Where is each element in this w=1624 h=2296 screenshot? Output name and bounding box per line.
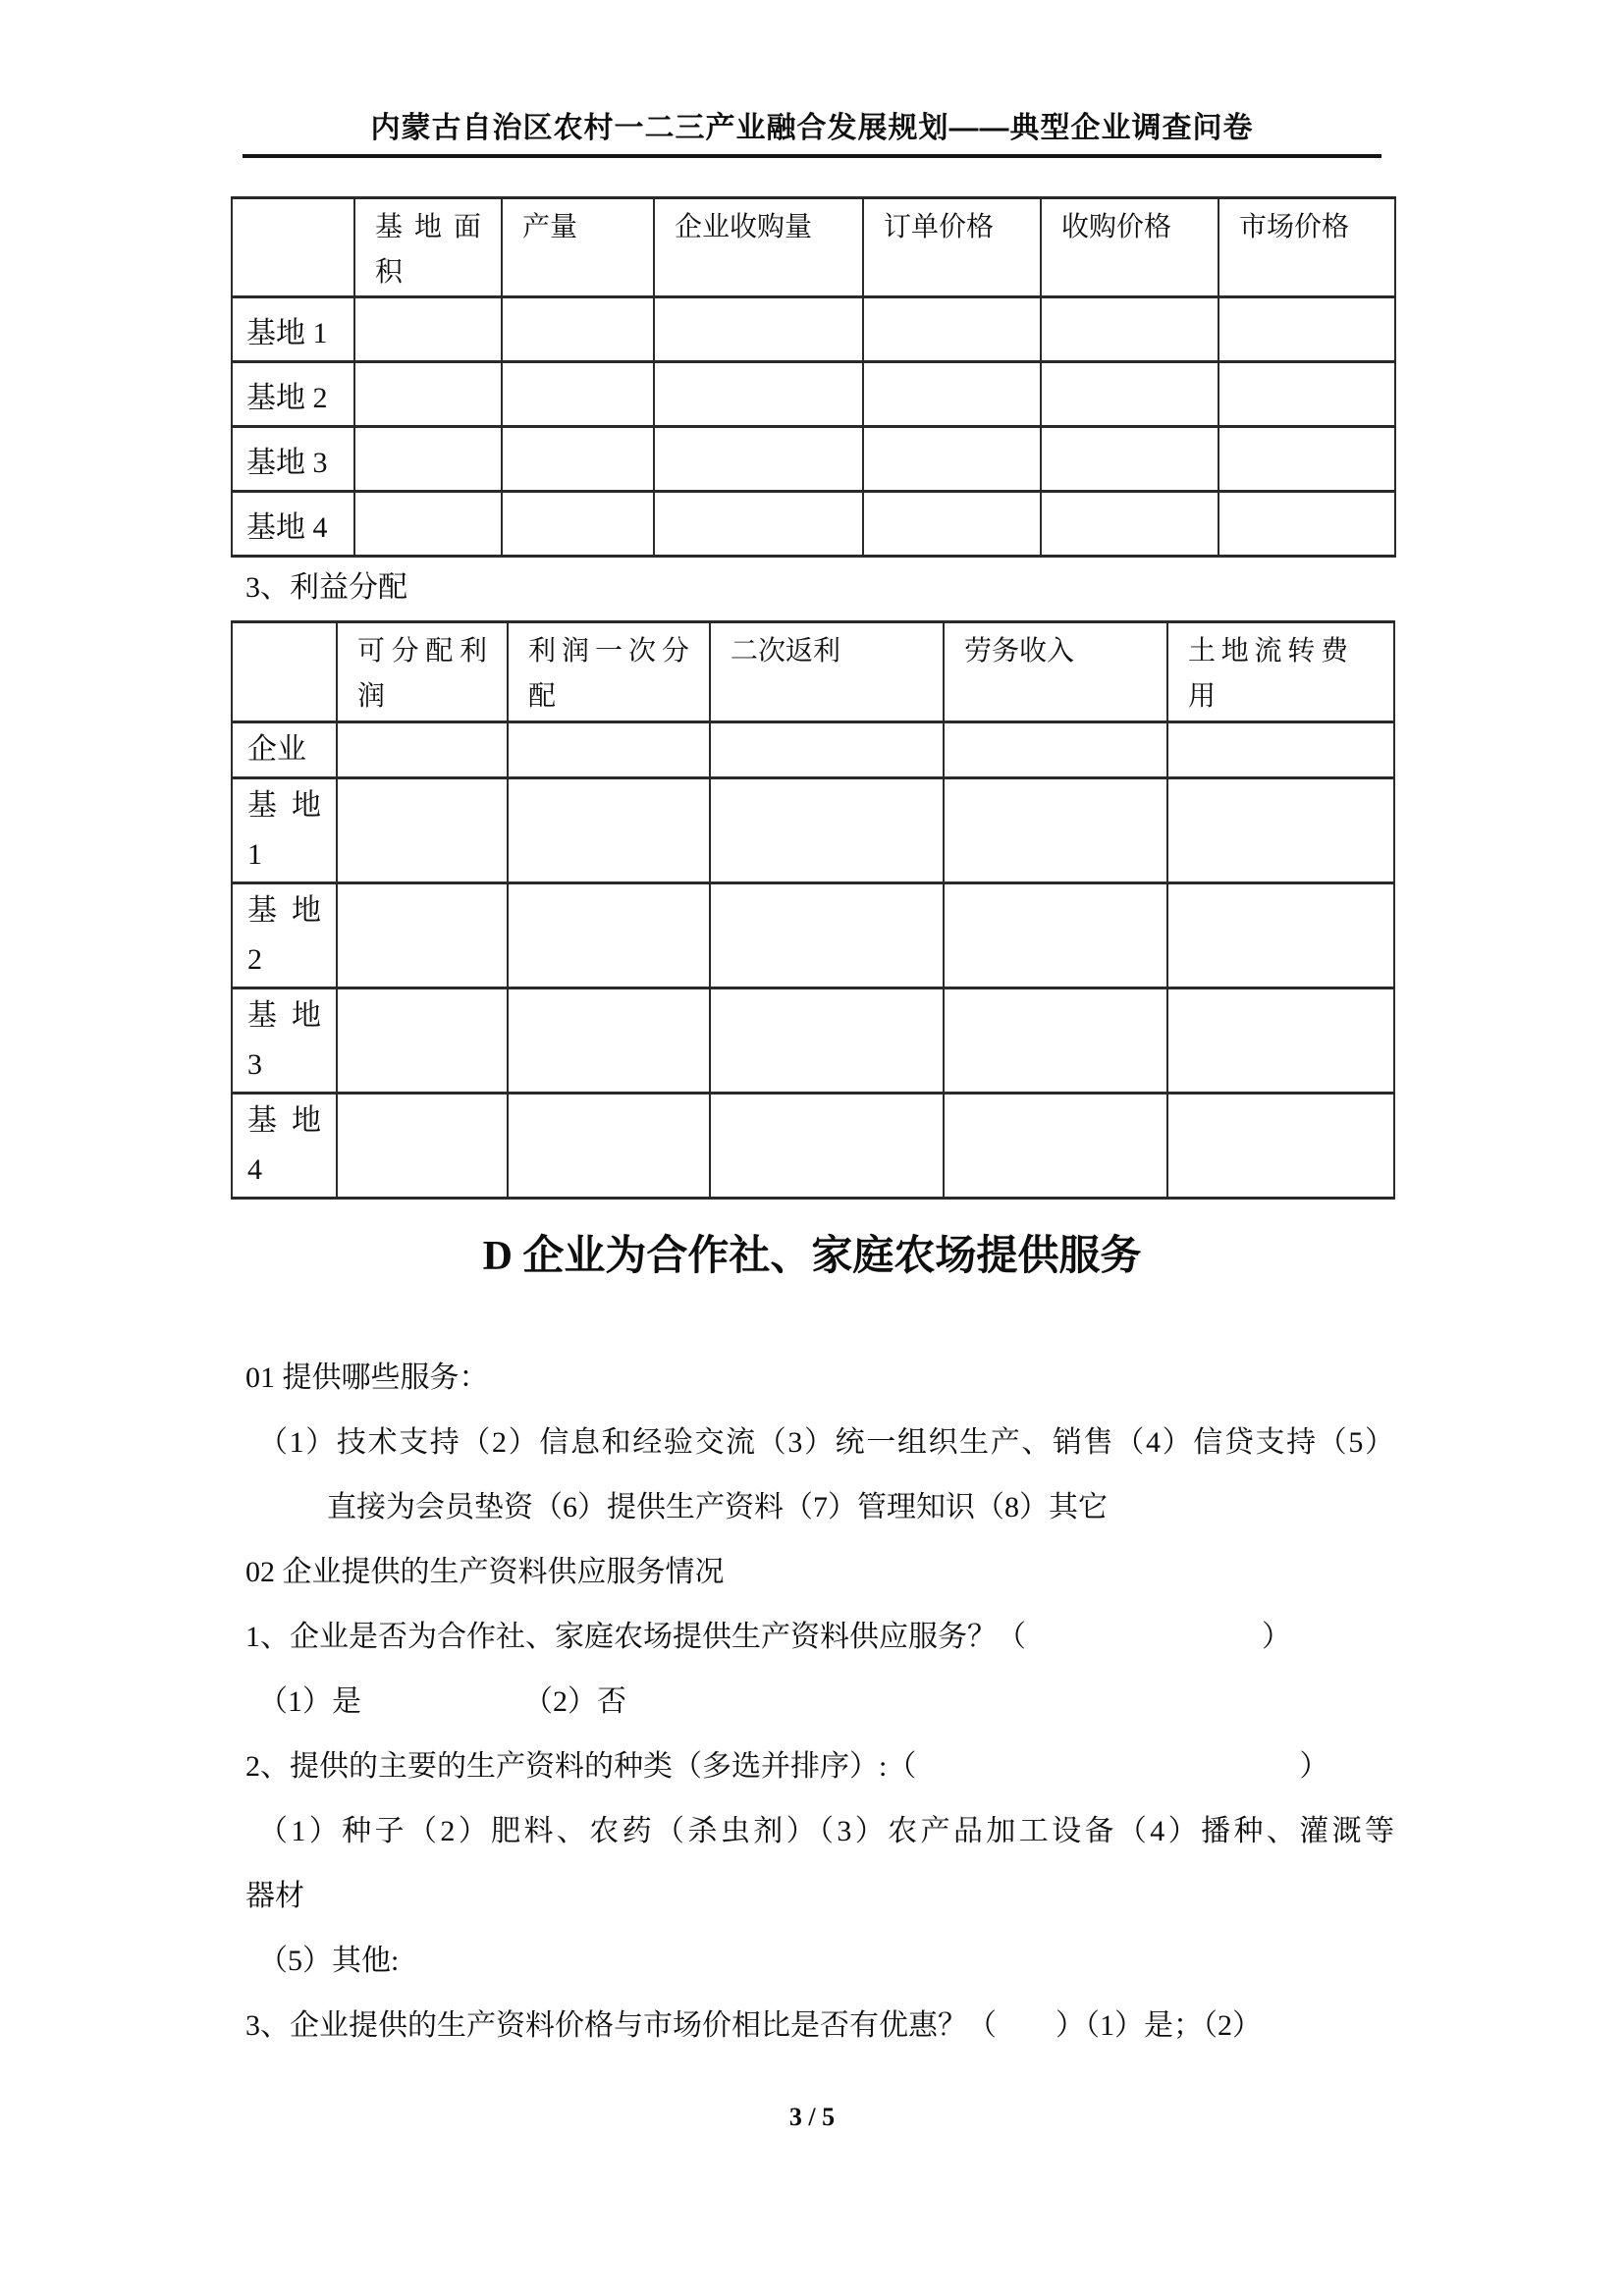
empty-cell bbox=[354, 492, 502, 557]
row-label: 基地 2 bbox=[232, 883, 337, 988]
empty-cell bbox=[1218, 297, 1395, 362]
section-d-body bbox=[231, 1362, 1394, 2075]
empty-cell bbox=[354, 362, 502, 427]
empty-cell bbox=[1041, 362, 1218, 427]
empty-cell bbox=[502, 362, 654, 427]
row-label: 基地 4 bbox=[232, 492, 354, 557]
option-line: 直接为会员垫资（6）提供生产资料（7）管理知识（8）其它 bbox=[327, 1491, 1108, 1523]
empty-cell bbox=[1167, 778, 1394, 883]
column-header: 劳务收入 bbox=[944, 622, 1167, 722]
empty-cell bbox=[508, 988, 710, 1094]
question-line: 1、企业是否为合作社、家庭农场提供生产资料供应服务？（ ） bbox=[245, 1621, 1291, 1653]
empty-cell bbox=[710, 778, 944, 883]
empty-cell bbox=[508, 883, 710, 988]
empty-cell bbox=[337, 1094, 508, 1199]
corner-cell bbox=[232, 198, 354, 297]
empty-cell bbox=[710, 722, 944, 778]
column-header: 基地面积 bbox=[354, 198, 502, 297]
empty-cell bbox=[1167, 1094, 1394, 1199]
header-title: 内蒙古自治区农村一二三产业融合发展规划——典型企业调查问卷 bbox=[370, 112, 1254, 144]
option-line: （5）其他: bbox=[258, 1945, 400, 1977]
empty-cell bbox=[710, 883, 944, 988]
empty-cell bbox=[502, 492, 654, 557]
empty-cell bbox=[1218, 492, 1395, 557]
row-label: 基地 4 bbox=[232, 1094, 337, 1199]
benefit-distribution-table bbox=[231, 620, 1395, 1200]
empty-cell bbox=[863, 297, 1041, 362]
empty-cell bbox=[1041, 427, 1218, 492]
question-line: 01 提供哪些服务： bbox=[245, 1362, 489, 1394]
question-line: 3、企业提供的生产资料价格与市场价相比是否有优惠？（ ）（1）是；（2） bbox=[245, 2009, 1262, 2042]
empty-cell bbox=[337, 988, 508, 1094]
empty-cell bbox=[944, 988, 1167, 1094]
row-label: 基地 1 bbox=[232, 778, 337, 883]
empty-cell bbox=[1218, 362, 1395, 427]
table-row bbox=[232, 988, 1394, 1094]
empty-cell bbox=[502, 297, 654, 362]
column-header: 产量 bbox=[502, 198, 654, 297]
empty-cell bbox=[863, 492, 1041, 557]
empty-cell bbox=[944, 1094, 1167, 1199]
row-label: 基地 3 bbox=[232, 988, 337, 1094]
empty-cell bbox=[1167, 722, 1394, 778]
column-header: 市场价格 bbox=[1218, 198, 1395, 297]
row-label: 基地 1 bbox=[232, 297, 354, 362]
question-line: 02 企业提供的生产资料供应服务情况 bbox=[245, 1556, 725, 1588]
empty-cell bbox=[944, 722, 1167, 778]
empty-cell bbox=[1041, 297, 1218, 362]
base-purchase-table bbox=[231, 196, 1396, 558]
row-label: 企业 bbox=[232, 722, 337, 778]
page-number: 3 / 5 bbox=[788, 2103, 836, 2131]
row-label: 基地 3 bbox=[232, 427, 354, 492]
table-row bbox=[232, 427, 1395, 492]
option-line: 器材 bbox=[245, 1880, 304, 1912]
empty-cell bbox=[502, 427, 654, 492]
empty-cell bbox=[508, 1094, 710, 1199]
empty-cell bbox=[337, 778, 508, 883]
empty-cell bbox=[1167, 988, 1394, 1094]
empty-cell bbox=[1041, 492, 1218, 557]
empty-cell bbox=[354, 297, 502, 362]
benefit-heading: 3、利益分配 bbox=[245, 571, 407, 604]
option-line: （1）种子（2）肥料、农药（杀虫剂）（3）农产品加工设备（4）播种、灌溉等 bbox=[258, 1815, 1394, 1847]
column-header: 可分配利润 bbox=[337, 622, 508, 722]
column-header: 收购价格 bbox=[1041, 198, 1218, 297]
empty-cell bbox=[863, 427, 1041, 492]
column-header: 企业收购量 bbox=[654, 198, 863, 297]
empty-cell bbox=[710, 1094, 944, 1199]
empty-cell bbox=[863, 362, 1041, 427]
question-line: 2、提供的主要的生产资料的种类（多选并排序）:（ ） bbox=[245, 1750, 1329, 1783]
empty-cell bbox=[944, 778, 1167, 883]
table-row bbox=[232, 362, 1395, 427]
section-d-title: D 企业为合作社、家庭农场提供服务 bbox=[482, 1234, 1142, 1279]
header-row bbox=[232, 622, 1394, 722]
empty-cell bbox=[654, 427, 863, 492]
empty-cell bbox=[654, 492, 863, 557]
header-underline bbox=[243, 154, 1381, 158]
empty-cell bbox=[654, 297, 863, 362]
empty-cell bbox=[337, 722, 508, 778]
empty-cell bbox=[1218, 427, 1395, 492]
table-row bbox=[232, 297, 1395, 362]
empty-cell bbox=[337, 883, 508, 988]
empty-cell bbox=[944, 883, 1167, 988]
header-row bbox=[232, 198, 1395, 297]
corner-cell bbox=[232, 622, 337, 722]
table-row bbox=[232, 883, 1394, 988]
empty-cell bbox=[710, 988, 944, 1094]
option-line: （1）是 （2）否 bbox=[258, 1685, 626, 1718]
table-row bbox=[232, 1094, 1394, 1199]
column-header: 二次返利 bbox=[710, 622, 944, 722]
column-header: 订单价格 bbox=[863, 198, 1041, 297]
empty-cell bbox=[508, 778, 710, 883]
table-row bbox=[232, 722, 1394, 778]
empty-cell bbox=[1167, 883, 1394, 988]
option-line: （1）技术支持（2）信息和经验交流（3）统一组织生产、销售（4）信贷支持（5） bbox=[258, 1426, 1394, 1459]
row-label: 基地 2 bbox=[232, 362, 354, 427]
column-header: 土地流转费用 bbox=[1167, 622, 1394, 722]
column-header: 利润一次分配 bbox=[508, 622, 710, 722]
table-row bbox=[232, 778, 1394, 883]
empty-cell bbox=[354, 427, 502, 492]
empty-cell bbox=[654, 362, 863, 427]
empty-cell bbox=[508, 722, 710, 778]
table-row bbox=[232, 492, 1395, 557]
